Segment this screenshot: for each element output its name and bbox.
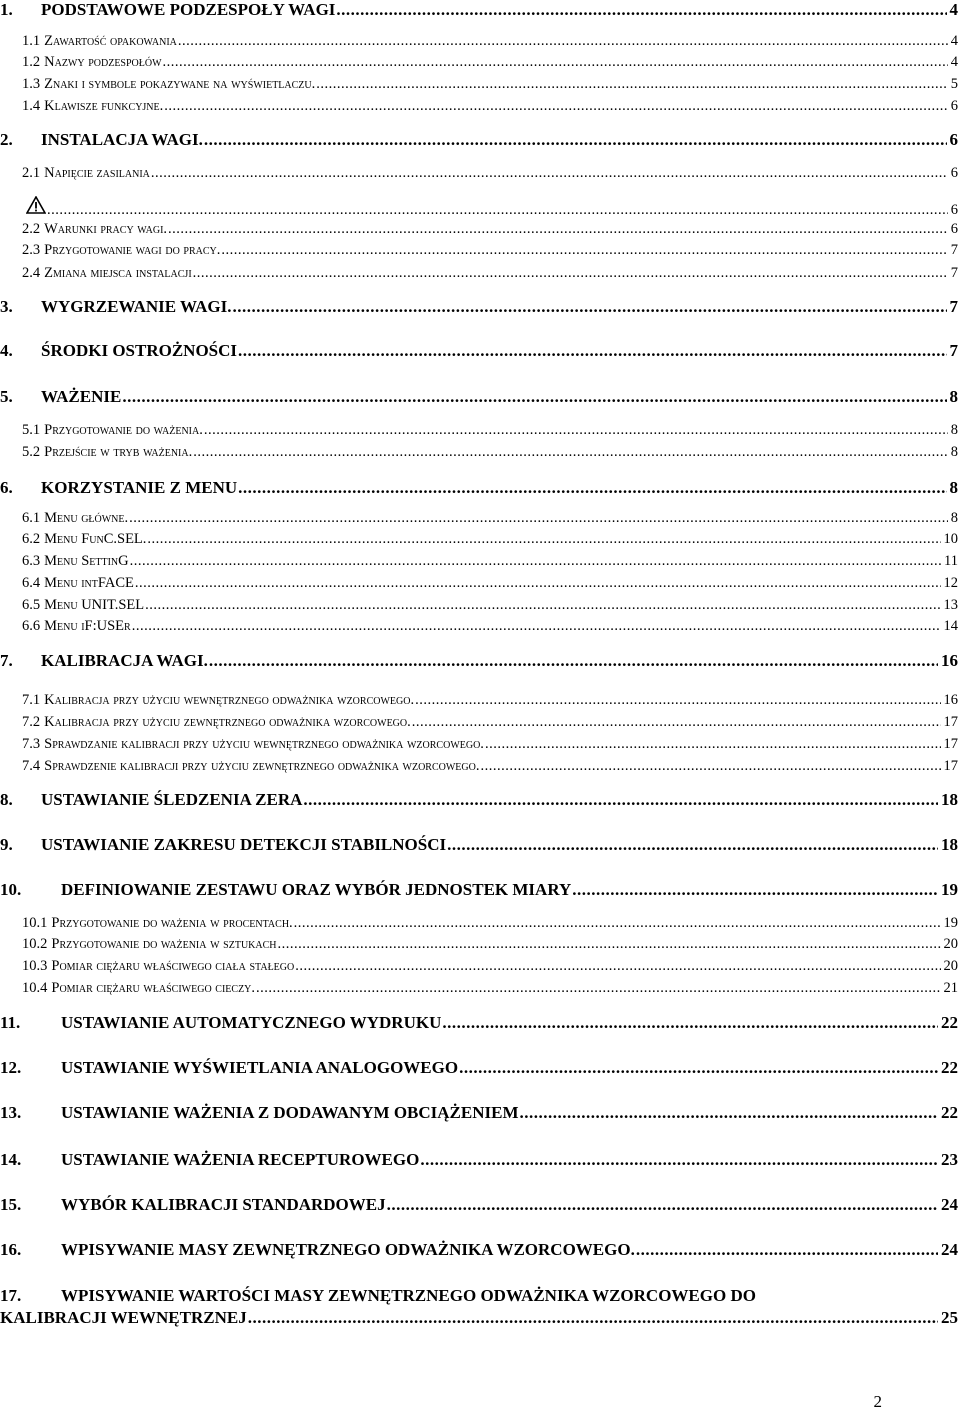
dot-leader [248, 1308, 938, 1328]
dot-leader [47, 202, 948, 219]
toc-entry[interactable] [22, 98, 958, 115]
toc-entry-number: 14. [0, 1150, 22, 1169]
toc-entry-number: 10.2 [22, 936, 48, 952]
toc-entry-page: 8 [949, 387, 958, 406]
toc-entry[interactable] [22, 714, 958, 731]
dot-leader [316, 76, 947, 93]
toc-entry[interactable] [22, 597, 958, 614]
toc-entry-number: 6.5 [22, 597, 41, 613]
dot-leader [336, 0, 946, 20]
toc-entry-number: 6.4 [22, 575, 41, 591]
toc-entry[interactable] [22, 531, 958, 548]
dot-leader [420, 1150, 938, 1170]
toc-entry-page: 21 [943, 980, 958, 996]
dot-leader [636, 1240, 938, 1260]
toc-entry-title: WPISYWANIE WARTOŚCI MASY ZEWNĘTRZNEGO ODWAŻNIKA WZORCOWEGO DO [61, 1286, 756, 1305]
toc-entry-number: 16. [0, 1240, 22, 1259]
toc-entry[interactable] [22, 553, 958, 570]
toc-entry-page: 8 [950, 422, 958, 438]
toc-entry-page: 19 [943, 915, 958, 931]
toc-entry[interactable] [22, 936, 958, 953]
toc-entry-number: 2.4 [22, 265, 41, 281]
dot-leader [256, 980, 940, 997]
toc-entry-page: 17 [943, 736, 958, 752]
toc-entry-number: 6.3 [22, 553, 41, 569]
toc-entry-number: 4. [0, 341, 13, 360]
dot-leader [209, 651, 938, 671]
dot-leader [412, 714, 941, 731]
toc-entry-number: 7.1 [22, 692, 41, 708]
dot-leader [132, 618, 941, 635]
toc-entry-title: Przygotowanie do ważenia. [44, 422, 203, 438]
toc-entry-title: ŚRODKI OSTROŻNOŚCI [41, 341, 238, 360]
toc-entry-page: 8 [950, 444, 958, 460]
toc-entry[interactable] [22, 33, 958, 50]
toc-entry-page: 6 [950, 202, 958, 218]
toc-entry-page: 6 [950, 98, 958, 114]
toc-entry-number: 6.1 [22, 510, 41, 526]
toc-entry-title: Przygotowanie do ważenia w sztukach [51, 936, 277, 952]
toc-entry-title: Pomiar ciężaru właściwego cieczy. [51, 980, 256, 996]
dot-leader [295, 958, 940, 975]
toc-entry[interactable] [22, 736, 958, 753]
dot-leader [572, 880, 938, 900]
toc-entry-number: 2.1 [22, 165, 41, 181]
toc-entry-number: 10. [0, 880, 22, 899]
dot-leader [147, 531, 940, 548]
toc-entry[interactable] [22, 575, 958, 592]
toc-entry[interactable] [0, 1013, 958, 1033]
toc-entry-number: 5. [0, 387, 13, 406]
toc-entry-number: 7.2 [22, 714, 41, 730]
dot-leader [238, 478, 946, 498]
toc-entry-number: 6. [0, 478, 13, 497]
toc-entry-page: 7 [949, 341, 958, 360]
toc-entry-title: USTAWIANIE ŚLEDZENIA ZERA [41, 790, 303, 809]
toc-entry-page: 22 [941, 1058, 958, 1077]
dot-leader [204, 422, 948, 439]
toc-entry-title: Przygotowanie wagi do pracy. [44, 242, 221, 258]
toc-entry-page: 23 [941, 1150, 958, 1169]
toc-entry-title: Warunki pracy wagi. [44, 221, 168, 237]
dot-leader [387, 1195, 938, 1215]
toc-entry-title: DEFINIOWANIE ZESTAWU ORAZ WYBÓR JEDNOSTEK MIARY [61, 880, 572, 899]
toc-entry[interactable] [22, 915, 958, 932]
toc-entry-page: 14 [943, 618, 958, 634]
toc-entry-number: 2.3 [22, 242, 41, 258]
toc-entry-title: USTAWIANIE AUTOMATYCZNEGO WYDRUKU [61, 1013, 442, 1032]
dot-leader [520, 1103, 938, 1123]
dot-leader [193, 265, 948, 282]
toc-entry[interactable] [22, 54, 958, 71]
toc-entry-title: KORZYSTANIE Z MENU [41, 478, 238, 497]
toc-entry[interactable] [22, 242, 958, 259]
toc-entry-title: INSTALACJA WAGI. [41, 130, 203, 149]
dot-leader [168, 221, 948, 238]
toc-entry[interactable] [0, 1286, 756, 1306]
toc-entry[interactable] [22, 958, 958, 975]
dot-leader [459, 1058, 938, 1078]
toc-entry-page: 20 [943, 936, 958, 952]
toc-entry-number: 7.3 [22, 736, 41, 752]
toc-entry-title: Przejście w tryb ważenia. [44, 444, 193, 460]
toc-entry-page: 6 [950, 165, 958, 181]
dot-leader [442, 1013, 938, 1033]
toc-entry-number: 6.2 [22, 531, 41, 547]
toc-entry-title: Nazwy podzespołów [44, 54, 162, 70]
toc-entry-title: Kalibracja przy użyciu wewnętrznego odważnika wzorcowego. [44, 692, 415, 708]
toc-entry-page: 16 [943, 692, 958, 708]
toc-entry-title: Menu główne. [44, 510, 129, 526]
dot-leader [164, 98, 947, 115]
toc-entry-page: 17 [943, 714, 958, 730]
toc-entry-page: 16 [941, 651, 958, 670]
toc-entry[interactable] [22, 165, 958, 182]
toc-entry-page: 19 [941, 880, 958, 899]
dot-leader [278, 936, 941, 953]
dot-leader [204, 130, 947, 150]
toc-entry-number: 8. [0, 790, 13, 809]
toc-entry-title: KALIBRACJA WAGI. [41, 651, 208, 670]
toc-entry-page: 7 [950, 265, 958, 281]
toc-entry[interactable] [0, 1150, 958, 1170]
page-number: 2 [873, 1392, 882, 1411]
toc-entry-number: 1.3 [22, 76, 41, 92]
toc-entry[interactable] [22, 196, 958, 219]
toc-entry-page: 7 [950, 242, 958, 258]
toc-entry-title: WYGRZEWANIE WAGI. [41, 297, 232, 316]
toc-entry-page: 4 [950, 33, 958, 49]
dot-leader [178, 33, 948, 50]
dot-leader [481, 758, 941, 775]
toc-entry-title: USTAWIANIE WYŚWIETLANIA ANALOGOWEGO [61, 1058, 459, 1077]
toc-entry-continuation[interactable] [0, 1308, 958, 1328]
toc-entry[interactable] [22, 510, 958, 527]
toc-entry-page: 4 [950, 54, 958, 70]
toc-entry-page: 22 [941, 1103, 958, 1122]
toc-entry-title: WYBÓR KALIBRACJI STANDARDOWEJ [61, 1195, 386, 1214]
toc-entry-title: Klawisze funkcyjne. [44, 98, 164, 114]
toc-entry-title-line2: KALIBRACJI WEWNĘTRZNEJ [0, 1308, 247, 1327]
warning-triangle-icon [26, 196, 46, 214]
toc-entry-number: 7. [0, 651, 13, 670]
toc-entry[interactable] [0, 1195, 958, 1215]
toc-entry-page: 7 [949, 297, 958, 316]
toc-entry-number: 3. [0, 297, 13, 316]
toc-entry-title: Menu intFACE [44, 575, 134, 591]
toc-entry-page: 22 [941, 1013, 958, 1032]
toc-entry-title: Menu iF:USEr [44, 618, 131, 634]
dot-leader [238, 341, 946, 361]
dot-leader [129, 510, 948, 527]
toc-entry[interactable] [22, 758, 958, 775]
toc-entry-number: 2. [0, 130, 13, 149]
toc-entry-title: Zawartość opakowania [44, 33, 177, 49]
toc-entry-page: 8 [950, 510, 958, 526]
toc-entry-title: PODSTAWOWE PODZESPOŁY WAGI [41, 0, 336, 19]
toc-entry[interactable] [22, 692, 958, 709]
toc-entry[interactable] [0, 835, 958, 855]
toc-entry-title: Menu UNIT.SEL [44, 597, 145, 613]
toc-entry-title: Menu SettinG [44, 553, 129, 569]
toc-entry[interactable] [0, 130, 958, 150]
toc-entry[interactable] [0, 0, 958, 20]
toc-entry-number: 10.3 [22, 958, 48, 974]
toc-entry-number: 7.4 [22, 758, 41, 774]
toc-entry-number: 1.1 [22, 33, 41, 49]
toc-entry-number: 15. [0, 1195, 22, 1214]
toc-entry-page: 5 [950, 76, 958, 92]
toc-entry-page: 24 [941, 1195, 958, 1214]
dot-leader [130, 553, 941, 570]
toc-entry[interactable] [0, 1058, 958, 1078]
toc-entry-page: 4 [949, 0, 958, 19]
toc-entry-page: 10 [943, 531, 958, 547]
toc-entry-number: 9. [0, 835, 13, 854]
dot-leader [193, 444, 948, 461]
toc-entry[interactable] [0, 387, 958, 407]
toc-entry[interactable] [0, 297, 958, 317]
toc-entry-title: Pomiar ciężaru właściwego ciała stałego [51, 958, 295, 974]
toc-entry[interactable] [0, 1240, 958, 1260]
dot-leader [303, 790, 938, 810]
dot-leader [294, 915, 941, 932]
toc-entry[interactable] [22, 221, 958, 238]
toc-entry-page: 18 [941, 835, 958, 854]
toc-entry-title: Sprawdzenie kalibracji przy użyciu zewnętrznego odważnika wzorcowego. [44, 758, 480, 774]
dot-leader [447, 835, 938, 855]
toc-entry[interactable] [22, 444, 958, 461]
toc-entry-number: 13. [0, 1103, 22, 1122]
dot-leader [163, 54, 948, 71]
dot-leader [145, 597, 940, 614]
toc-entry[interactable] [22, 618, 958, 635]
toc-entry-number: 2.2 [22, 221, 41, 237]
toc-entry-title: Kalibracja przy użyciu zewnętrznego odważnika wzorcowego. [44, 714, 411, 730]
toc-entry-page: 6 [949, 130, 958, 149]
toc-entry-number: 5.2 [22, 444, 41, 460]
dot-leader [233, 297, 947, 317]
toc-entry[interactable] [22, 76, 958, 93]
toc-entry-title: USTAWIANIE WAŻENIA Z DODAWANYM OBCIĄŻENIEM [61, 1103, 519, 1122]
toc-entry-title: Przygotowanie do ważenia w procentach. [51, 915, 293, 931]
toc-entry-page: 25 [941, 1308, 958, 1327]
toc-entry-number: 1.4 [22, 98, 41, 114]
toc-entry-title: WAŻENIE [41, 387, 122, 406]
dot-leader [415, 692, 940, 709]
toc-entry-number: 1. [0, 0, 13, 19]
toc-entry-page: 8 [949, 478, 958, 497]
toc-entry-page: 24 [941, 1240, 958, 1259]
toc-entry[interactable] [0, 790, 958, 810]
toc-entry[interactable] [0, 880, 958, 900]
toc-entry[interactable] [0, 478, 958, 498]
toc-entry[interactable] [22, 265, 958, 282]
toc-entry-title: Menu FunC.SEL. [44, 531, 147, 547]
toc-entry-number: 10.4 [22, 980, 48, 996]
toc-entry-number: 12. [0, 1058, 22, 1077]
toc-entry-title: Zmiana miejsca instalacji [44, 265, 192, 281]
dot-leader [151, 165, 948, 182]
toc-entry-title: Znaki i symbole pokazywane na wyświetlaczu. [44, 76, 316, 92]
dot-leader [485, 736, 941, 753]
toc-entry-number: 11. [0, 1013, 21, 1032]
dot-leader [122, 387, 946, 407]
toc-entry-title: USTAWIANIE ZAKRESU DETEKCJI STABILNOŚCI [41, 835, 447, 854]
toc-entry-number: 17. [0, 1286, 22, 1305]
dot-leader [221, 242, 947, 259]
toc-entry-page: 17 [943, 758, 958, 774]
toc-entry-number: 5.1 [22, 422, 41, 438]
toc-entry[interactable] [22, 980, 958, 997]
toc-entry-number: 6.6 [22, 618, 41, 634]
toc-entry-title: Sprawdzanie kalibracji przy użyciu wewnętrznego odważnika wzorcowego. [44, 736, 484, 752]
toc-entry-page: 13 [943, 597, 958, 613]
toc-entry-page: 20 [943, 958, 958, 974]
toc-entry-page: 11 [944, 553, 958, 569]
toc-entry-title: USTAWIANIE WAŻENIA RECEPTUROWEGO [61, 1150, 420, 1169]
toc-entry-number: 1.2 [22, 54, 41, 70]
toc-entry-page: 18 [941, 790, 958, 809]
toc-entry-page: 6 [950, 221, 958, 237]
toc-entry-title: WPISYWANIE MASY ZEWNĘTRZNEGO ODWAŻNIKA WZORCOWEGO. [61, 1240, 635, 1259]
toc-entry[interactable] [0, 1103, 958, 1123]
dot-leader [135, 575, 941, 592]
toc-entry-page: 12 [943, 575, 958, 591]
toc-entry[interactable] [0, 341, 958, 361]
toc-entry[interactable] [22, 422, 958, 439]
toc-entry[interactable] [0, 651, 958, 671]
toc-entry-title: Napięcie zasilania [44, 165, 150, 181]
toc-entry-number: 10.1 [22, 915, 48, 931]
